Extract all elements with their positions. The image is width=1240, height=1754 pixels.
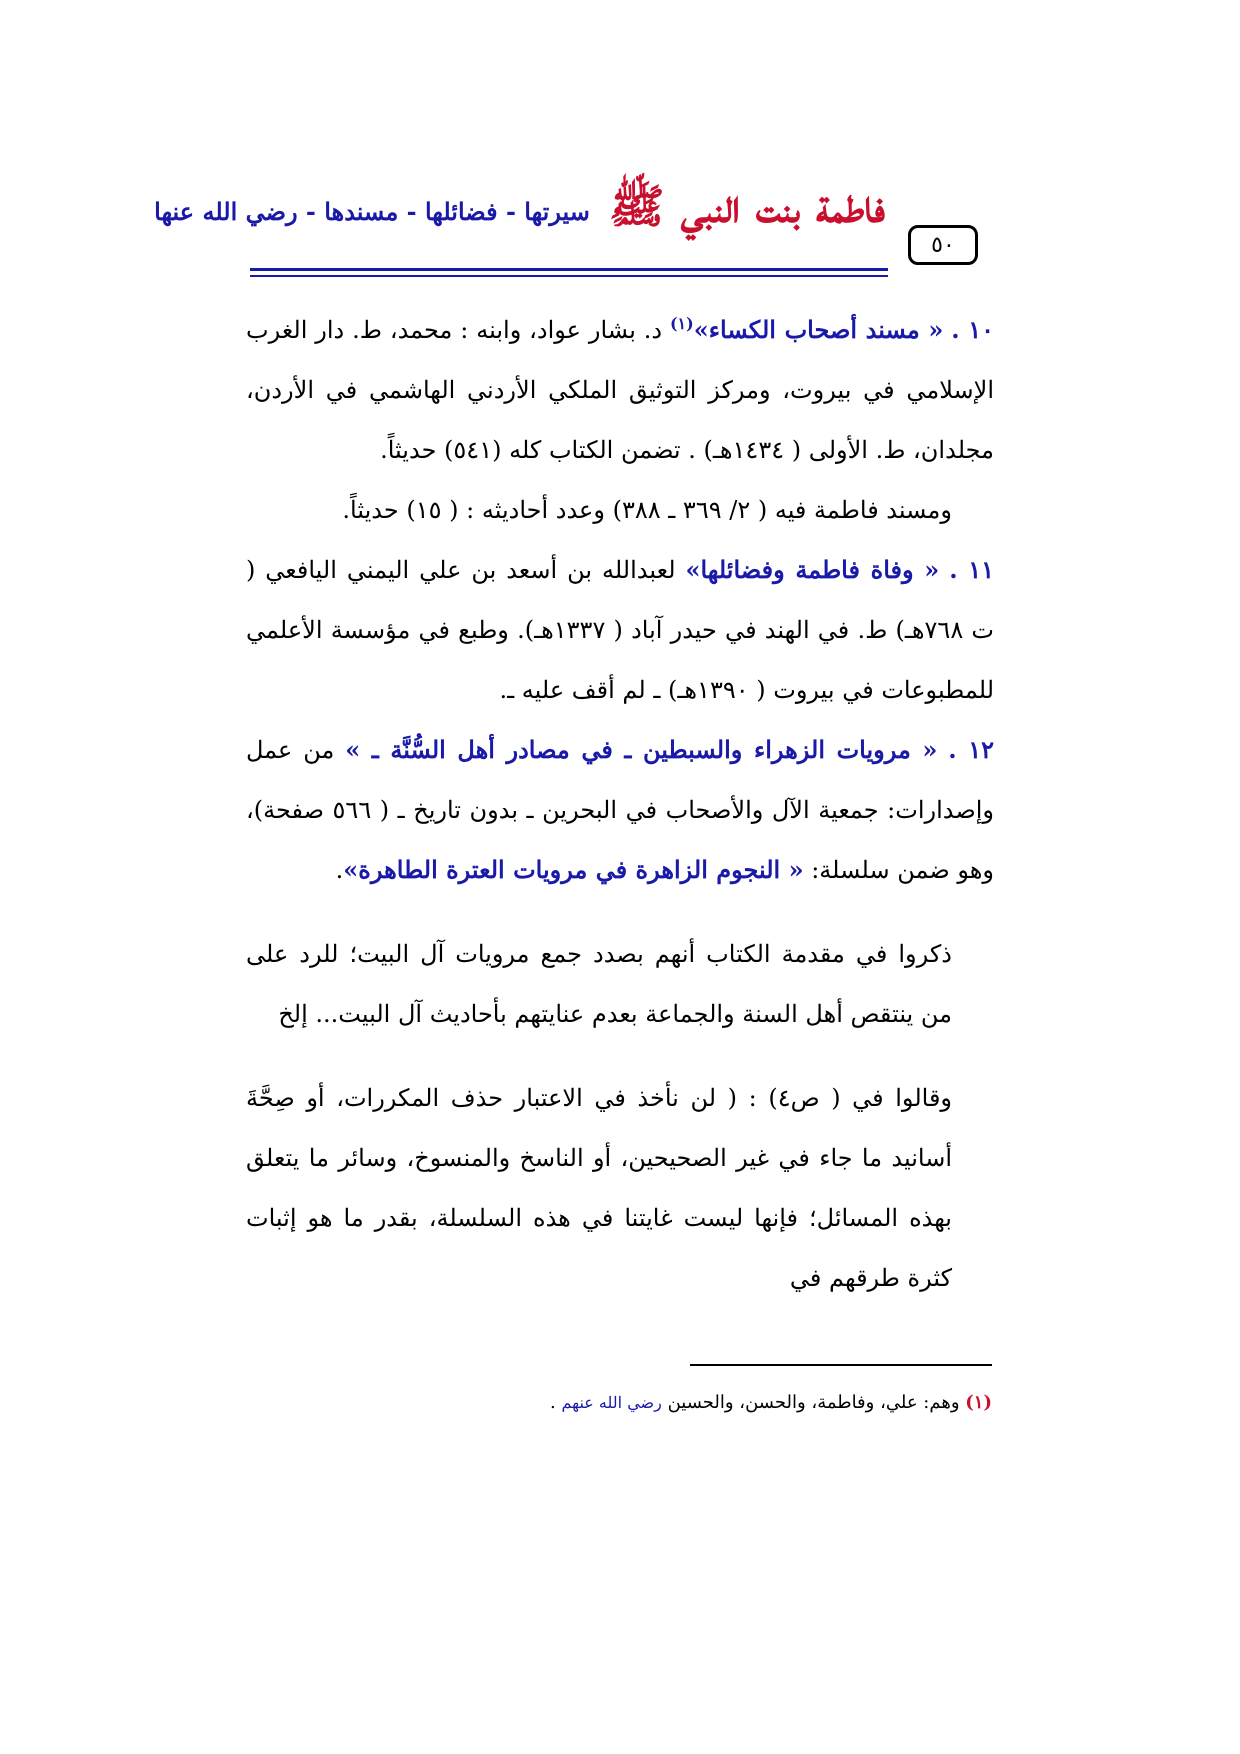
footnote-marker: (١) xyxy=(965,1392,992,1413)
entry-text: من عمل وإصدارات: جمعية الآل والأصحاب في البحرين ـ بدون تاريخ ـ ( ٥٦٦ صفحة)، وهو ضمن سلسلة: xyxy=(246,736,994,884)
book-title-subtitle: سيرتها - فضائلها - مسندها - رضي الله عنها xyxy=(154,197,590,226)
entry-11 xyxy=(246,540,994,720)
main-text xyxy=(246,300,994,1308)
footnote-reference: (١) xyxy=(669,314,694,333)
entry-number: ١١ . xyxy=(949,555,994,584)
entry-number: ١٠ . xyxy=(951,315,994,344)
footnote xyxy=(549,1392,992,1413)
paragraph: وقالوا في ( ص٤) : ( لن نأخذ في الاعتبار حذف المكررات، أو صِحَّةَ أسانيد ما جاء في غير الصحيحين، أو الناسخ والمنسوخ، وسائر ما يتعلق بهذه المسائل؛ فإنها ليست غايتنا في هذه السلسلة، بقدر ما هو إثبات كثرة طرقهم في xyxy=(246,1084,953,1292)
running-header-title xyxy=(154,178,885,260)
paragraph: ذكروا في مقدمة الكتاب أنهم بصدد جمع مرويات آل البيت؛ للرد على من ينتقص أهل السنة والجماعة بعدم عنايتهم بأحاديث آل البيت... إلخ xyxy=(246,940,952,1028)
entry-text: د. بشار عواد، وابنه : محمد، ط. دار الغرب الإسلامي في بيروت، ومركز التوثيق الملكي الأردني الهاشمي في الأردن، مجلدان، ط. الأولى ( ١٤٣٤هـ) . تضمن الكتاب كله (٥٤١) حديثاً. xyxy=(246,316,994,464)
entry-12 xyxy=(246,720,994,900)
footnote-end: . xyxy=(549,1392,562,1413)
footnote-divider xyxy=(690,1364,992,1366)
book-title-main: فاطمة بنت النبي ﷺ xyxy=(609,179,885,233)
footnote-honorific: رضي الله عنهم xyxy=(561,1393,662,1412)
entry-text: لعبدالله بن أسعد بن علي اليمني اليافعي ( ت ٧٦٨هـ) ط. في الهند في حيدر آباد ( ١٣٣٧هـ). وطبع في مؤسسة الأعلمي للمطبوعات في بيروت ( ١٣٩٠هـ) ـ لم أقف عليه ـ. xyxy=(246,556,994,704)
entry-end: . xyxy=(335,856,344,884)
series-title: « النجوم الزاهرة في مرويات العترة الطاهرة» xyxy=(343,855,804,884)
entry-title: « وفاة فاطمة وفضائلها» xyxy=(685,555,940,584)
entry-number: ١٢ . xyxy=(948,735,994,764)
entry-10 xyxy=(246,300,994,480)
entry-title: « مسند أصحاب الكساء» xyxy=(693,315,944,344)
header-divider xyxy=(250,268,888,271)
header-divider-secondary xyxy=(250,275,888,277)
entry-10-note: ومسند فاطمة فيه ( ٢/ ٣٦٩ ـ ٣٨٨) وعدد أحاديثه : ( ١٥) حديثاً. xyxy=(342,496,952,524)
footnote-text: وهم: علي، وفاطمة، والحسن، والحسين xyxy=(661,1392,966,1413)
page-number: ٥٠ xyxy=(908,225,978,265)
entry-title: « مرويات الزهراء والسبطين ـ في مصادر أهل السُّنَّة ـ » xyxy=(345,735,938,764)
